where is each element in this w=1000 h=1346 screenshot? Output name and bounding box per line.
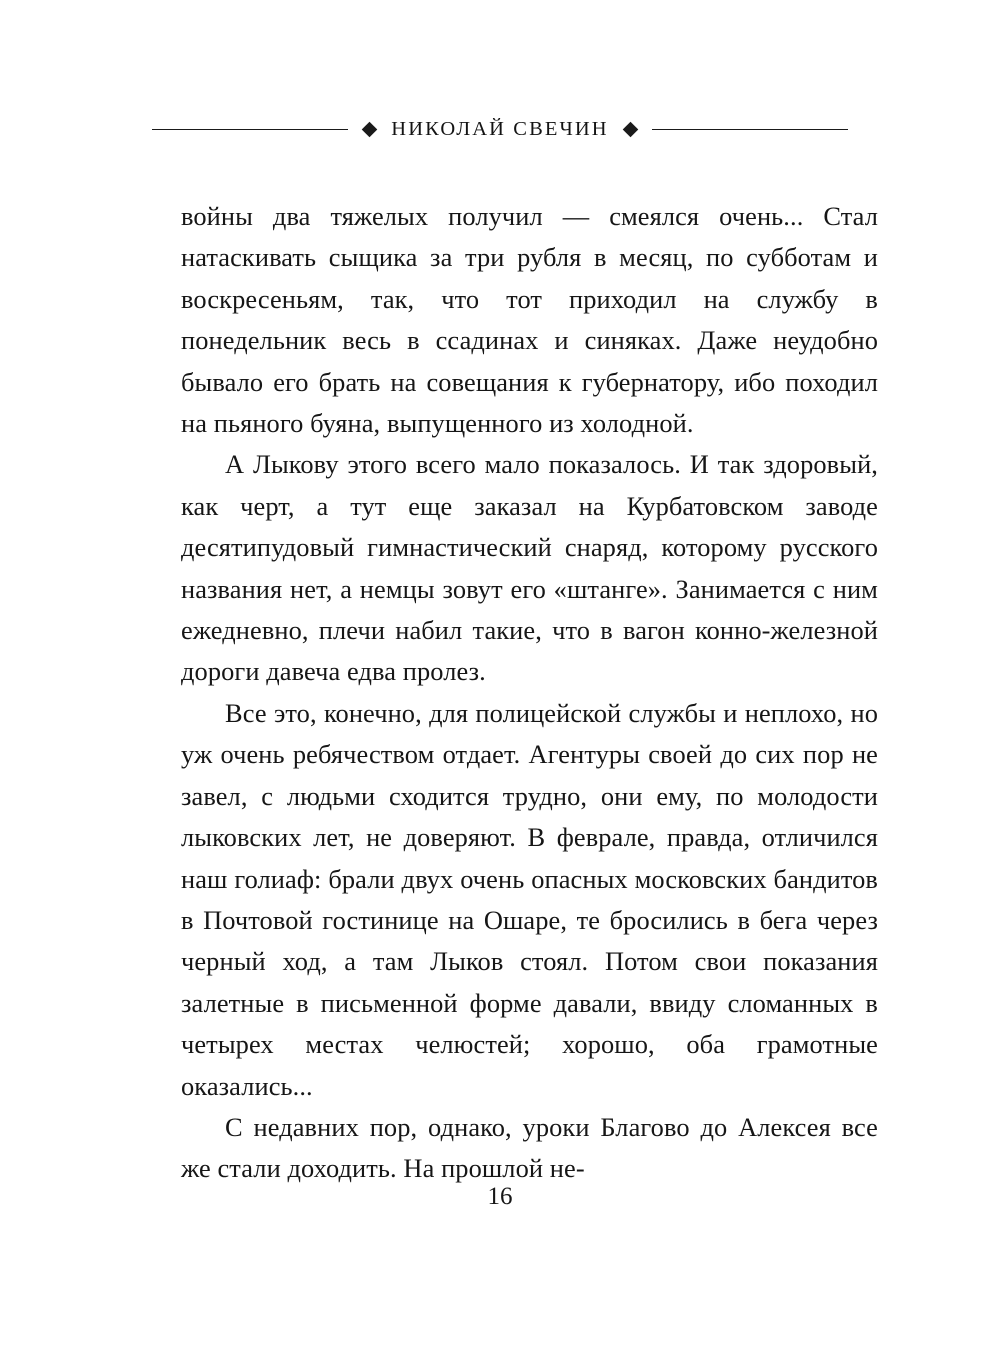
page-number: 16 [487,1183,513,1210]
running-head [0,118,1000,141]
body-text [181,196,878,1190]
running-head-rule-left [152,129,348,130]
paragraph: С недавних пор, однако, уроки Благово до Алексея все же стали доходить. На прошлой не- [181,1111,878,1184]
running-head-rule-right [652,129,848,130]
paragraph: А Лыкову этого всего мало показалось. И так здоровый, как черт, а тут еще заказал на Курбатовском заводе десятипудовый гимнастический снаряд, которому русского названия нет, а немцы зовут его «штанге». Занимается с ним ежедневно, плечи набил такие, что в вагон конно-железной дороги давеча едва пролез. [181,449,878,687]
diamond-ornament-icon [622,122,638,138]
paragraph: Все это, конечно, для полицейской службы и неплохо, но уж очень ребячеством отдает. Агентуры своей до сих пор не завел, с людьми сходится трудно, они ему, по молодости лыковских лет, не доверяют. В феврале, правда, отличился наш голиаф: брали двух очень опасных московских бандитов в Почтовой гостинице на Ошаре, те бросились в бега через черный ход, а там Лыков стоял. Потом свои показания залетные в письменной форме давали, ввиду сломанных в четырех местах челюстей; хорошо, оба грамотные оказались... [181,697,878,1101]
diamond-ornament-icon [362,122,378,138]
paragraph: войны два тяжелых получил — смеялся очень... Стал натаскивать сыщика за три рубля в месяц, по субботам и воскресеньям, так, что тот приходил на службу в понедельник весь в ссадинах и синяках. Даже неудобно бывало его брать на совещания к губернатору, ибо походил на пьяного буяна, выпущенного из холодной. [181,201,878,439]
running-head-author: НИКОЛАЙ СВЕЧИН [391,118,609,140]
